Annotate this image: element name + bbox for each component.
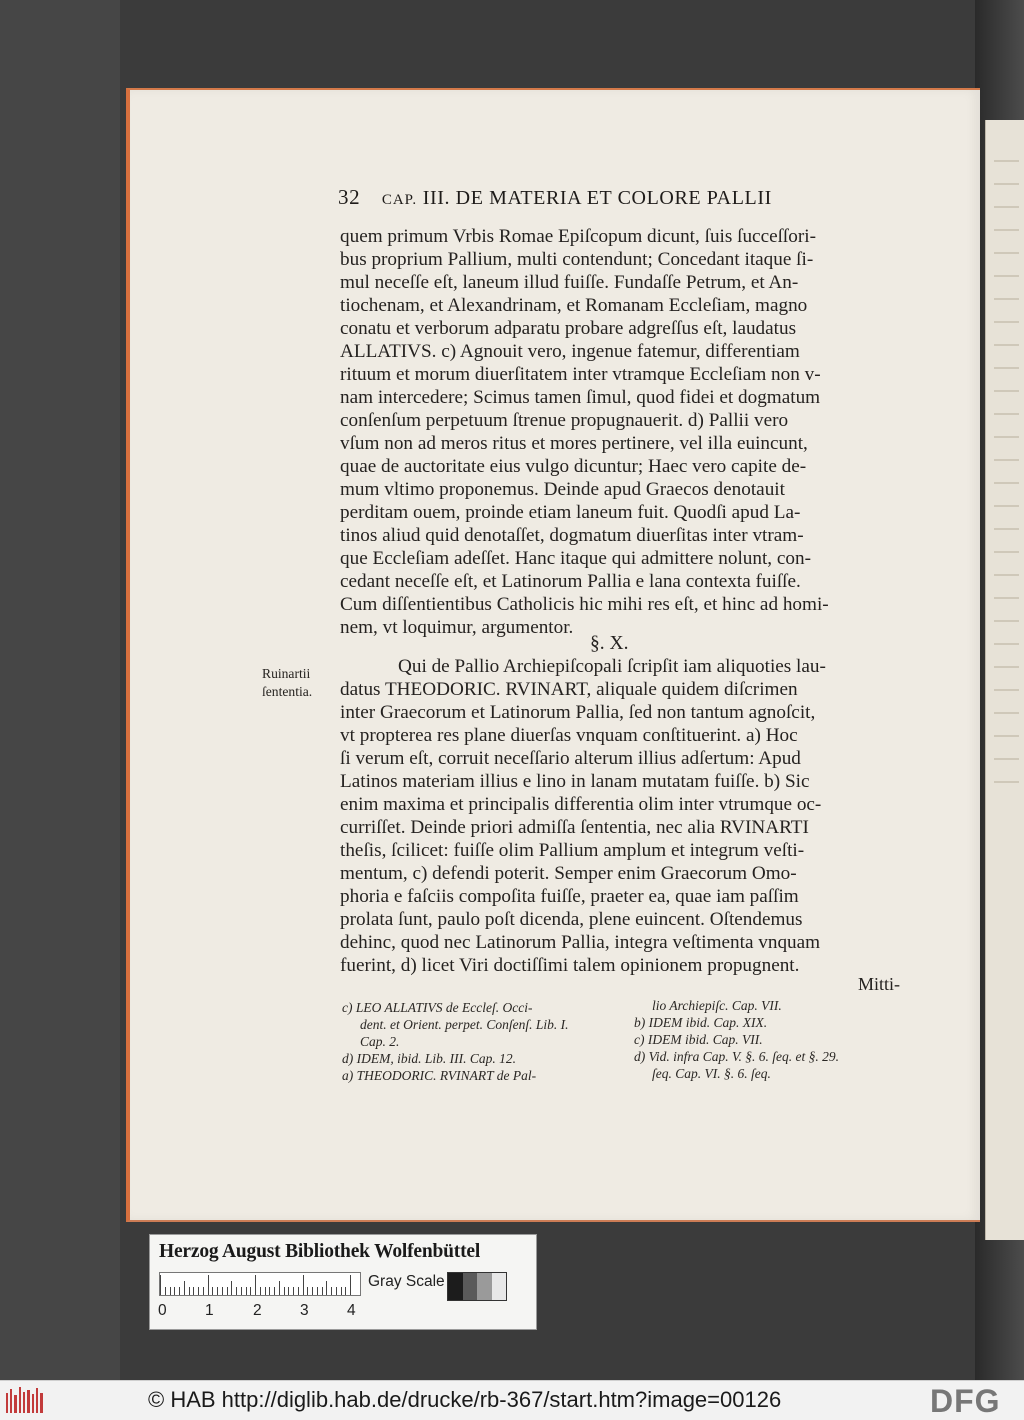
- adjacent-page-text-trace: [994, 160, 1019, 162]
- adjacent-page-text-trace: [994, 781, 1019, 783]
- text-line: nam intercedere; Scimus tamen ſimul, quod fidei et dogmatum: [340, 387, 821, 408]
- ruler-tick: [208, 1275, 209, 1295]
- text-line: fuerint, d) licet Viri doctiſſimi talem opinionem propugnent.: [340, 955, 800, 976]
- ruler-tick: [274, 1287, 275, 1295]
- footnote-line: a) THEODORIC. RVINART de Pal-: [342, 1068, 537, 1083]
- ruler-tick: [341, 1287, 342, 1295]
- adjacent-page-text-trace: [994, 298, 1019, 300]
- ruler-tick: [203, 1287, 204, 1295]
- text-line: vſum non ad meros ritus et mores pertinere, vel illa euincunt,: [340, 433, 808, 454]
- footnote-line: d) Vid. infra Cap. V. §. 6. ſeq. et §. 29.: [634, 1049, 839, 1064]
- ruler-tick: [222, 1287, 223, 1295]
- text-line: perditam ouem, proinde etiam laneum fuit. Quodſi apud La-: [340, 502, 801, 523]
- footnote-line: dent. et Orient. perpet. Conſenſ. Lib. I.: [360, 1017, 569, 1032]
- adjacent-page-text-trace: [994, 712, 1019, 714]
- footnote-line: ſeq. Cap. VI. §. 6. ſeq.: [652, 1066, 771, 1081]
- gray-swatch: [492, 1273, 507, 1300]
- text-line: bus proprium Pallium, multi contendunt; Concedant itaque ſi-: [340, 249, 814, 270]
- gray-swatch: [448, 1273, 463, 1300]
- text-line: cedant neceſſe eſt, et Latinorum Pallia e lana contexta fuiſſe.: [340, 571, 801, 592]
- running-header: [338, 185, 858, 213]
- text-line: conatu et verborum adparatu probare adgreſſus eſt, laudatus: [340, 318, 797, 339]
- text-line: inter Graecorum et Latinorum Pallia, ſed non tantum agnoſcit,: [340, 702, 816, 723]
- ruler-tick: [336, 1287, 337, 1295]
- text-line: rituum et morum diuerſitatem inter vtramque Eccleſiam non v-: [340, 364, 821, 385]
- text-line: dehinc, quod nec Latinorum Pallia, integra veſtimenta vnquam: [340, 932, 821, 953]
- text-line: prolata ſunt, paulo poſt dicenda, plene euincent. Oſtendemus: [340, 909, 803, 930]
- text-line: ALLATIVS. c) Agnouit vero, ingenue fatemur, differentiam: [340, 341, 800, 362]
- ruler-tick: [307, 1287, 308, 1295]
- copyright-url: © HAB http://diglib.hab.de/drucke/rb-367/start.htm?image=00126: [148, 1387, 782, 1412]
- text-line: tinos aliud quid denotaſſet, dogmatum diuerſitas inter vtram-: [340, 525, 804, 546]
- section-heading: §. X.: [590, 633, 629, 654]
- gray-swatch: [477, 1273, 492, 1300]
- adjacent-page-text-trace: [994, 229, 1019, 231]
- header-cap: CAP.: [381, 192, 418, 208]
- adjacent-page-text-trace: [994, 689, 1019, 691]
- adjacent-page-text-trace: [994, 344, 1019, 346]
- ruler-tick: [184, 1281, 185, 1295]
- adjacent-page-text-trace: [994, 620, 1019, 622]
- ruler-tick: [269, 1287, 270, 1295]
- adjacent-page-text-trace: [994, 252, 1019, 254]
- ruler-tick: [246, 1287, 247, 1295]
- gray-scale-swatches: [447, 1272, 507, 1301]
- ruler-tick: [317, 1287, 318, 1295]
- adjacent-page-text-trace: [994, 390, 1019, 392]
- text-line: conſenſum perpetuum ſtrenue propugnauerit. d) Pallii vero: [340, 410, 789, 431]
- text-line: quae de auctoritate eius vulgo dicuntur; Haec vero capite de-: [340, 456, 807, 477]
- ruler-tick: [265, 1287, 266, 1295]
- ruler: [159, 1272, 361, 1296]
- footnote-line: d) IDEM, ibid. Lib. III. Cap. 12.: [342, 1051, 516, 1066]
- text-line: nem, vt loquimur, argumentor.: [340, 617, 574, 638]
- margin-note-line: Ruinartii: [262, 666, 311, 681]
- text-line: mum vltimo proponemus. Deinde apud Graecos denotauit: [340, 479, 785, 500]
- footnote-line: c) IDEM ibid. Cap. VII.: [634, 1032, 763, 1047]
- ruler-tick: [193, 1287, 194, 1295]
- text-line: mentum, c) defendi poterit. Semper enim Graecorum Omo-: [340, 863, 797, 884]
- adjacent-page-text-trace: [994, 643, 1019, 645]
- ruler-tick: [260, 1287, 261, 1295]
- ruler-tick: [279, 1281, 280, 1295]
- dfg-logo: DFG: [930, 1383, 1001, 1419]
- adjacent-page-text-trace: [994, 436, 1019, 438]
- ruler-tick: [170, 1287, 171, 1295]
- ruler-tick: [179, 1287, 180, 1295]
- text-line: phoria e faſciis compoſita fuiſſe, praeter ea, quae iam paſſim: [340, 886, 799, 907]
- ruler-number: 4: [347, 1302, 356, 1319]
- margin-note-line: ſententia.: [262, 684, 313, 699]
- footnote-line: c) LEO ALLATIVS de Eccleſ. Occi-: [342, 1000, 533, 1015]
- adjacent-page-text-trace: [994, 413, 1019, 415]
- adjacent-page-text-trace: [994, 505, 1019, 507]
- text-line: datus THEODORIC. RVINART, aliquale quidem diſcrimen: [340, 679, 798, 700]
- gray-scale-label: Gray Scale: [368, 1273, 445, 1290]
- adjacent-page-edge: [985, 120, 1024, 1240]
- ruler-number: 0: [158, 1302, 167, 1319]
- ruler-tick: [250, 1287, 251, 1295]
- adjacent-page-text-trace: [994, 574, 1019, 576]
- ruler-tick: [303, 1275, 304, 1295]
- ruler-tick: [189, 1287, 190, 1295]
- text-line: vt propterea res plane diuerſas vnquam conſtituerint. a) Hoc: [340, 725, 798, 746]
- ruler-tick: [236, 1287, 237, 1295]
- ruler-tick: [198, 1287, 199, 1295]
- ruler-tick: [312, 1287, 313, 1295]
- adjacent-page-text-trace: [994, 735, 1019, 737]
- text-line: enim maxima et principalis differentia olim inter vtrumque oc-: [340, 794, 822, 815]
- adjacent-page-text-trace: [994, 482, 1019, 484]
- text-line: Latinos materiam illius e lino in lanam mutatam fuiſſe. b) Sic: [340, 771, 810, 792]
- ruler-tick: [165, 1287, 166, 1295]
- text-line: mul neceſſe eſt, laneum illud fuiſſe. Fundaſſe Petrum, et An-: [340, 272, 799, 293]
- adjacent-page-text-trace: [994, 183, 1019, 185]
- text-line: que Eccleſiam adeſſet. Hanc itaque qui admittere nolunt, con-: [340, 548, 811, 569]
- adjacent-page-text-trace: [994, 321, 1019, 323]
- scan-dark-margin-left: [0, 0, 120, 1380]
- footnote-line: Cap. 2.: [360, 1034, 400, 1049]
- adjacent-page-text-trace: [994, 597, 1019, 599]
- adjacent-page-text-trace: [994, 275, 1019, 277]
- ruler-tick: [345, 1287, 346, 1295]
- ruler-tick: [288, 1287, 289, 1295]
- ruler-tick: [217, 1287, 218, 1295]
- ruler-tick: [284, 1287, 285, 1295]
- page-number: 32: [338, 185, 361, 209]
- ruler-tick: [174, 1287, 175, 1295]
- text-line: quem primum Vrbis Romae Epiſcopum dicunt, ſuis ſucceſſori-: [340, 226, 816, 247]
- ruler-number: 2: [253, 1302, 262, 1319]
- adjacent-page-text-trace: [994, 758, 1019, 760]
- ruler-tick: [350, 1275, 351, 1295]
- ruler-tick: [255, 1275, 256, 1295]
- adjacent-page-text-trace: [994, 528, 1019, 530]
- hab-barcode-icon: [6, 1387, 44, 1413]
- footnote-line: b) IDEM ibid. Cap. XIX.: [634, 1015, 768, 1030]
- ruler-tick: [293, 1287, 294, 1295]
- text-line: Cum diſſentientibus Catholicis hic mihi res eſt, et hinc ad homi-: [340, 594, 829, 615]
- catchword: Mitti-: [858, 974, 901, 994]
- adjacent-page-text-trace: [994, 367, 1019, 369]
- ruler-tick: [331, 1287, 332, 1295]
- ruler-tick: [212, 1287, 213, 1295]
- text-line: theſis, ſcilicet: fuiſſe olim Pallium amplum et integrum veſti-: [340, 840, 805, 861]
- ruler-number: 1: [205, 1302, 214, 1319]
- library-name: Herzog August Bibliothek Wolfenbüttel: [159, 1241, 481, 1262]
- text-line: ſi verum eſt, corruit neceſſario alterum illius adſertum: Apud: [340, 748, 801, 769]
- text-line: Qui de Pallio Archiepiſcopali ſcripſit iam aliquoties lau-: [398, 656, 826, 677]
- adjacent-page-text-trace: [994, 666, 1019, 668]
- viewer-footer: [0, 1380, 1024, 1420]
- adjacent-page-text-trace: [994, 206, 1019, 208]
- text-line: curriſſet. Deinde priori admiſſa ſententia, nec alia RVINARTI: [340, 817, 809, 838]
- ruler-tick: [227, 1287, 228, 1295]
- ruler-tick: [160, 1275, 161, 1295]
- footnote-line: lio Archiepiſc. Cap. VII.: [652, 998, 782, 1013]
- adjacent-page-text-trace: [994, 459, 1019, 461]
- adjacent-page-text-trace: [994, 551, 1019, 553]
- header-title: III. DE MATERIA ET COLORE PALLII: [422, 187, 772, 209]
- ruler-tick: [298, 1287, 299, 1295]
- library-color-card: [149, 1234, 537, 1330]
- gray-swatch: [463, 1273, 478, 1300]
- ruler-tick: [231, 1281, 232, 1295]
- ruler-tick: [241, 1287, 242, 1295]
- text-line: tiochenam, et Alexandrinam, et Romanam Eccleſiam, magno: [340, 295, 808, 316]
- ruler-number: 3: [300, 1302, 309, 1319]
- ruler-tick: [326, 1281, 327, 1295]
- ruler-tick: [322, 1287, 323, 1295]
